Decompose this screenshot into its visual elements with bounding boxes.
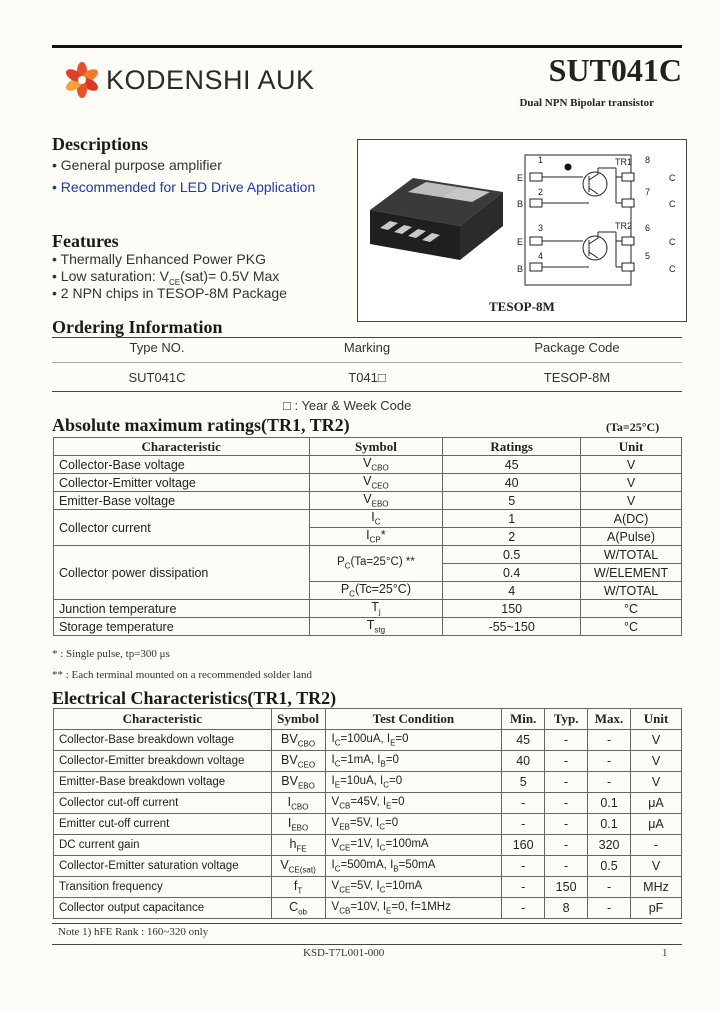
cell-typ: - bbox=[545, 730, 588, 751]
cell-condition: $I_C=100uA$, $I_E=0$ bbox=[325, 730, 502, 751]
cell-symbol: $P_C(Ta=25^\circ C)$ ** bbox=[309, 546, 443, 582]
table-header: Test Condition bbox=[325, 709, 502, 730]
pin-label: B bbox=[517, 264, 524, 274]
cell-typ: - bbox=[545, 772, 588, 793]
table-row bbox=[54, 600, 682, 618]
page-number: 1 bbox=[662, 947, 668, 959]
cell-typ: 150 bbox=[545, 877, 588, 898]
pin-number: 3 bbox=[538, 223, 544, 233]
table-row bbox=[54, 456, 682, 474]
ordering-col-header: Marking bbox=[343, 340, 391, 355]
footer-rule bbox=[52, 944, 682, 945]
table-row bbox=[54, 898, 682, 919]
table-row bbox=[54, 835, 682, 856]
cell-typ: - bbox=[545, 835, 588, 856]
cell-max: - bbox=[588, 877, 631, 898]
tr1-label: TR1 bbox=[615, 157, 633, 167]
pin-label: C bbox=[669, 173, 676, 183]
pin-number: 4 bbox=[538, 251, 544, 261]
cell-condition: $V_{EB}=5V$, $I_C=0$ bbox=[325, 814, 502, 835]
header-rule bbox=[52, 45, 682, 48]
features-heading: Features bbox=[52, 231, 119, 251]
cell-min: - bbox=[502, 898, 545, 919]
cell-condition: $I_C=1mA$, $I_B=0$ bbox=[325, 751, 502, 772]
pin-label: C bbox=[669, 199, 676, 209]
cell-symbol: $h_{FE}$ bbox=[271, 835, 325, 856]
elec-note: Note 1) hFE Rank : 160~320 only bbox=[58, 926, 209, 938]
cell-characteristic: Collector-Base voltage bbox=[54, 456, 310, 474]
table-row bbox=[54, 492, 682, 510]
cell-condition: $V_{CE}=1V$, $I_C=100mA$ bbox=[325, 835, 502, 856]
cell-symbol: $I_{CBO}$ bbox=[271, 793, 325, 814]
cell-rating: 1 bbox=[443, 510, 581, 528]
table-row bbox=[54, 474, 682, 492]
pin-label: E bbox=[517, 173, 524, 183]
cell-characteristic: Collector current bbox=[54, 510, 310, 546]
ordering-heading: Ordering Information bbox=[52, 317, 223, 337]
table-header: Symbol bbox=[271, 709, 325, 730]
table-header: Max. bbox=[588, 709, 631, 730]
company-logo bbox=[64, 62, 315, 98]
cell-unit: A(DC) bbox=[581, 510, 682, 528]
ordering-rule-top bbox=[52, 337, 682, 338]
table-row bbox=[54, 772, 682, 793]
package-diagram bbox=[358, 140, 686, 321]
table-row bbox=[54, 814, 682, 835]
cell-characteristic: Storage temperature bbox=[54, 618, 310, 636]
table-header: Symbol bbox=[309, 438, 443, 456]
cell-min: 40 bbox=[502, 751, 545, 772]
feature-item: • Low saturation: $V_{CE}(sat)= 0.5V$ Max bbox=[52, 268, 280, 287]
cell-min: - bbox=[502, 814, 545, 835]
cell-characteristic: DC current gain bbox=[54, 835, 272, 856]
abs-max-condition: (Ta=25°C) bbox=[606, 420, 660, 434]
table-row bbox=[54, 751, 682, 772]
cell-symbol: $V_{CE(sat)}$ bbox=[271, 856, 325, 877]
elec-heading: Electrical Characteristics(TR1, TR2) bbox=[52, 688, 337, 708]
abs-max-heading: Absolute maximum ratings(TR1, TR2) bbox=[52, 415, 350, 435]
ordering-cell: SUT041C bbox=[128, 370, 186, 385]
pin-number: 1 bbox=[538, 155, 544, 165]
cell-symbol: $V_{CEO}$ bbox=[309, 474, 443, 492]
cell-characteristic: Collector output capacitance bbox=[54, 898, 272, 919]
cell-condition: $V_{CE}=5V$, $I_C=10mA$ bbox=[325, 877, 502, 898]
cell-unit: μA bbox=[631, 793, 682, 814]
cell-condition: $V_{CB}=45V$, $I_E=0$ bbox=[325, 793, 502, 814]
cell-characteristic: Collector-Emitter voltage bbox=[54, 474, 310, 492]
cell-unit: V bbox=[581, 474, 682, 492]
feature-item: • Thermally Enhanced Power PKG bbox=[52, 251, 266, 267]
tr2-label: TR2 bbox=[615, 221, 633, 231]
ordering-col-header: Type NO. bbox=[129, 340, 185, 355]
table-header: Min. bbox=[502, 709, 545, 730]
pin-label: B bbox=[517, 199, 524, 209]
cell-symbol: $BV_{CBO}$ bbox=[271, 730, 325, 751]
cell-rating: -55~150 bbox=[443, 618, 581, 636]
cell-rating: 5 bbox=[443, 492, 581, 510]
cell-symbol: $C_{ob}$ bbox=[271, 898, 325, 919]
cell-characteristic: Emitter-Base breakdown voltage bbox=[54, 772, 272, 793]
cell-rating: 45 bbox=[443, 456, 581, 474]
cell-symbol: $f_T$ bbox=[271, 877, 325, 898]
cell-min: - bbox=[502, 877, 545, 898]
cell-min: - bbox=[502, 856, 545, 877]
cell-symbol: $V_{CBO}$ bbox=[309, 456, 443, 474]
part-number: SUT041C bbox=[548, 52, 682, 88]
pin-label: C bbox=[669, 264, 676, 274]
pin-number: 7 bbox=[645, 187, 651, 197]
cell-unit: V bbox=[581, 492, 682, 510]
brand-name: KODENSHI AUK bbox=[106, 64, 315, 95]
table-header: Ratings bbox=[443, 438, 581, 456]
cell-characteristic: Collector cut-off current bbox=[54, 793, 272, 814]
table-row bbox=[54, 546, 682, 564]
cell-min: 5 bbox=[502, 772, 545, 793]
cell-unit: W/TOTAL bbox=[581, 582, 682, 600]
cell-characteristic: Emitter cut-off current bbox=[54, 814, 272, 835]
cell-symbol: $I_{CP}*$ bbox=[309, 528, 443, 546]
description-item: • General purpose amplifier bbox=[52, 157, 222, 173]
ordering-cell: TESOP-8M bbox=[543, 370, 611, 385]
cell-rating: 0.4 bbox=[443, 564, 581, 582]
cell-unit: V bbox=[581, 456, 682, 474]
table-header: Characteristic bbox=[54, 438, 310, 456]
cell-unit: W/ELEMENT bbox=[581, 564, 682, 582]
cell-characteristic: Collector-Emitter breakdown voltage bbox=[54, 751, 272, 772]
cell-symbol: $I_{EBO}$ bbox=[271, 814, 325, 835]
cell-symbol: $I_C$ bbox=[309, 510, 443, 528]
cell-unit: V bbox=[631, 751, 682, 772]
pin-number: 2 bbox=[538, 187, 544, 197]
cell-min: 45 bbox=[502, 730, 545, 751]
cell-unit: V bbox=[631, 730, 682, 751]
pin-number: 5 bbox=[645, 251, 651, 261]
abs-max-note: ** : Each terminal mounted on a recommended solder land bbox=[52, 669, 312, 681]
cell-unit: pF bbox=[631, 898, 682, 919]
elec-note-rule bbox=[52, 923, 682, 924]
ordering-note: □ : Year & Week Code bbox=[283, 398, 412, 413]
cell-characteristic: Collector power dissipation bbox=[54, 546, 310, 600]
cell-symbol: $V_{EBO}$ bbox=[309, 492, 443, 510]
chip-illustration bbox=[370, 178, 503, 260]
cell-min: 160 bbox=[502, 835, 545, 856]
pin-label: C bbox=[669, 237, 676, 247]
cell-characteristic: Emitter-Base voltage bbox=[54, 492, 310, 510]
cell-max: - bbox=[588, 730, 631, 751]
table-header: Unit bbox=[631, 709, 682, 730]
cell-max: 320 bbox=[588, 835, 631, 856]
abs-max-note: * : Single pulse, tp=300 μs bbox=[52, 648, 170, 660]
table-row bbox=[54, 618, 682, 636]
cell-rating: 2 bbox=[443, 528, 581, 546]
cell-symbol: $BV_{CEO}$ bbox=[271, 751, 325, 772]
table-row bbox=[54, 793, 682, 814]
pin-label: E bbox=[517, 237, 524, 247]
part-subtitle: Dual NPN Bipolar transistor bbox=[519, 97, 654, 109]
cell-symbol: $T_{stg}$ bbox=[309, 618, 443, 636]
cell-symbol: $BV_{EBO}$ bbox=[271, 772, 325, 793]
table-header: Typ. bbox=[545, 709, 588, 730]
cell-characteristic: Junction temperature bbox=[54, 600, 310, 618]
cell-symbol: $P_C(Tc=25^\circ C)$ bbox=[309, 582, 443, 600]
cell-rating: 40 bbox=[443, 474, 581, 492]
ordering-cell: T041□ bbox=[348, 370, 386, 385]
cell-max: 0.1 bbox=[588, 793, 631, 814]
cell-unit: MHz bbox=[631, 877, 682, 898]
cell-characteristic: Collector-Emitter saturation voltage bbox=[54, 856, 272, 877]
cell-min: - bbox=[502, 793, 545, 814]
package-diagram-box bbox=[357, 139, 687, 322]
ordering-rule-bottom bbox=[52, 391, 682, 392]
table-row bbox=[54, 856, 682, 877]
descriptions-heading: Descriptions bbox=[52, 134, 148, 154]
table-row bbox=[54, 877, 682, 898]
cell-unit: A(Pulse) bbox=[581, 528, 682, 546]
cell-characteristic: Transition frequency bbox=[54, 877, 272, 898]
cell-unit: V bbox=[631, 856, 682, 877]
table-header: Characteristic bbox=[54, 709, 272, 730]
cell-rating: 0.5 bbox=[443, 546, 581, 564]
cell-typ: 8 bbox=[545, 898, 588, 919]
cell-typ: - bbox=[545, 856, 588, 877]
cell-symbol: $T_j$ bbox=[309, 600, 443, 618]
cell-condition: $V_{CB}=10V$, $I_E=0$, f=1MHz bbox=[325, 898, 502, 919]
feature-item: • 2 NPN chips in TESOP-8M Package bbox=[52, 285, 287, 301]
cell-max: 0.1 bbox=[588, 814, 631, 835]
cell-unit: W/TOTAL bbox=[581, 546, 682, 564]
cell-rating: 4 bbox=[443, 582, 581, 600]
cell-max: 0.5 bbox=[588, 856, 631, 877]
cell-unit: °C bbox=[581, 600, 682, 618]
table-row bbox=[54, 510, 682, 528]
cell-unit: - bbox=[631, 835, 682, 856]
cell-max: - bbox=[588, 772, 631, 793]
ordering-col-header: Package Code bbox=[534, 340, 620, 355]
cell-condition: $I_E=10uA$, $I_C=0$ bbox=[325, 772, 502, 793]
document-code: KSD-T7L001-000 bbox=[303, 947, 385, 959]
cell-unit: °C bbox=[581, 618, 682, 636]
pin-number: 8 bbox=[645, 155, 651, 165]
package-name: TESOP-8M bbox=[489, 299, 555, 314]
cell-characteristic: Collector-Base breakdown voltage bbox=[54, 730, 272, 751]
pin1-dot bbox=[565, 164, 572, 171]
elec-table bbox=[53, 708, 682, 919]
ordering-rule-mid bbox=[52, 362, 682, 363]
cell-max: - bbox=[588, 751, 631, 772]
description-item: • Recommended for LED Drive Application bbox=[52, 179, 316, 195]
cell-typ: - bbox=[545, 793, 588, 814]
cell-typ: - bbox=[545, 814, 588, 835]
cell-unit: μA bbox=[631, 814, 682, 835]
cell-unit: V bbox=[631, 772, 682, 793]
table-row bbox=[54, 730, 682, 751]
pin-number: 6 bbox=[645, 223, 651, 233]
cell-typ: - bbox=[545, 751, 588, 772]
abs-max-table bbox=[53, 437, 682, 636]
table-header: Unit bbox=[581, 438, 682, 456]
cell-condition: $I_C=500mA$, $I_B=50mA$ bbox=[325, 856, 502, 877]
cell-rating: 150 bbox=[443, 600, 581, 618]
cell-max: - bbox=[588, 898, 631, 919]
kodenshi-flower-icon bbox=[64, 62, 100, 98]
